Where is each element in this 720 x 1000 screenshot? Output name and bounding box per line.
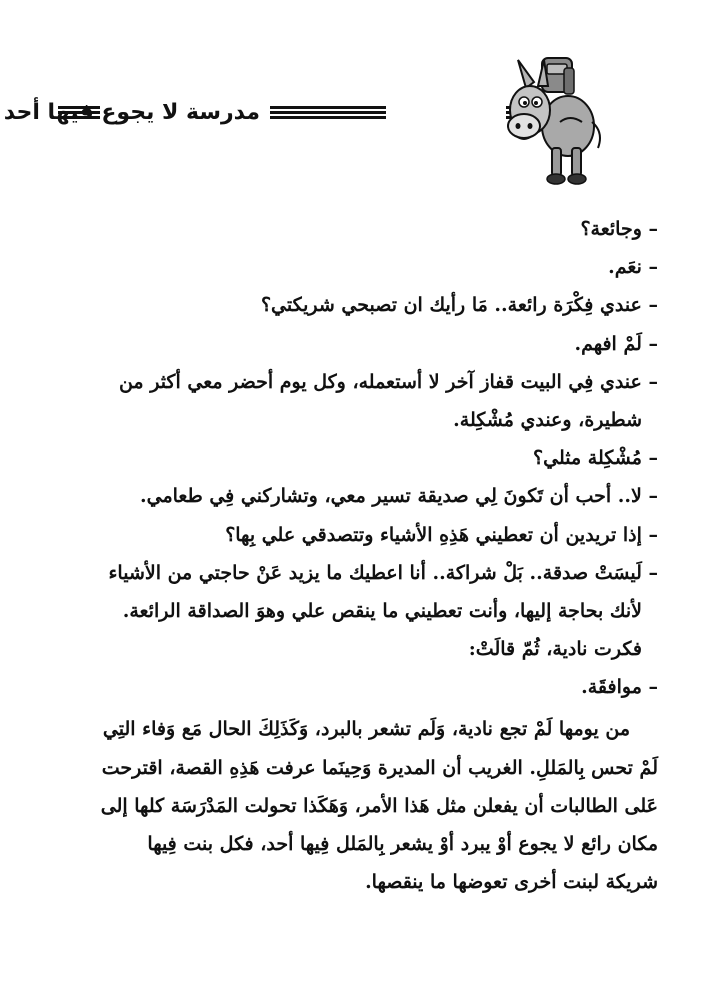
dialogue-line: – لا.. أحب أن تَكونَ لِي صديقة تسير معي، وتشاركني فِي طعامي. (140, 485, 658, 508)
dialogue-line-continued: لأنك بحاجة إليها، وأنت تعطيني ما ينقص علي وهوَ الصداقة الرائعة. (122, 599, 642, 622)
paragraph-line: لَمْ تحس بِالمَللِ. الغريب أن المديرة وَحِينَما عرفت هَذِهِ القصة، اقترحت (101, 756, 658, 779)
closing-paragraph (56, 710, 658, 901)
dialogue-line: – عندي فِي البيت قفاز آخر لا أستعمله، وكل يوم أحضر معي أكثر من (118, 370, 658, 393)
donkey-with-backpack-icon (500, 52, 610, 188)
story-title: مدرسة لا يجوع فيها أحد (3, 100, 260, 125)
dialogue-line: – عندي فِكْرَة رائعة.. مَا رأيك ان تصبحي شريكتي؟ (260, 294, 658, 317)
paragraph-line: مكان رائع لا يجوع أوْ يبرد أوْ يشعر بِالمَلل فِيها أحد، فكل بنت فِيها (147, 833, 658, 855)
dialogue-line-continued: شطيرة، وعندي مُشْكِلة. (453, 408, 642, 431)
paragraph-line: عَلى الطالبات أن يفعلن مثل هَذا الأمر، وَهَكَذا تحولت المَدْرَسَة كلها إلى (100, 794, 658, 817)
dialogue-line: – موافقَة. (581, 676, 658, 699)
title-rule-middle (270, 106, 386, 120)
narration-line: فكرت نادية، ثُمّ قالَتْ: (468, 638, 642, 661)
dialogue-line: – لَمْ افهم. (574, 332, 658, 355)
dialogue-line: – نعَم. (608, 256, 658, 279)
paragraph-line: شريكة لبنت أخرى تعوضها ما ينقصها. (365, 871, 658, 894)
dialogue-line: – إذا تريدين أن تعطيني هَذِهِ الأشياء وتتصدقي علي بِها؟ (225, 523, 658, 546)
paragraph-line: من يومها لَمْ تجع نادية، وَلَم تشعر بالبرد، وَكَذَلِكَ الحال مَع وَفاء التِي (102, 718, 630, 741)
dialogue-line: – لَيسَتْ صدقة.. بَلْ شراكة.. أنا اعطيك ما يزيد عَنْ حاجتي من الأشياء (108, 561, 658, 584)
dialogue-line: – وجائعة؟ (580, 218, 658, 240)
story-text (56, 210, 658, 901)
dialogue-line: – مُشْكِلة مثلي؟ (533, 447, 658, 470)
